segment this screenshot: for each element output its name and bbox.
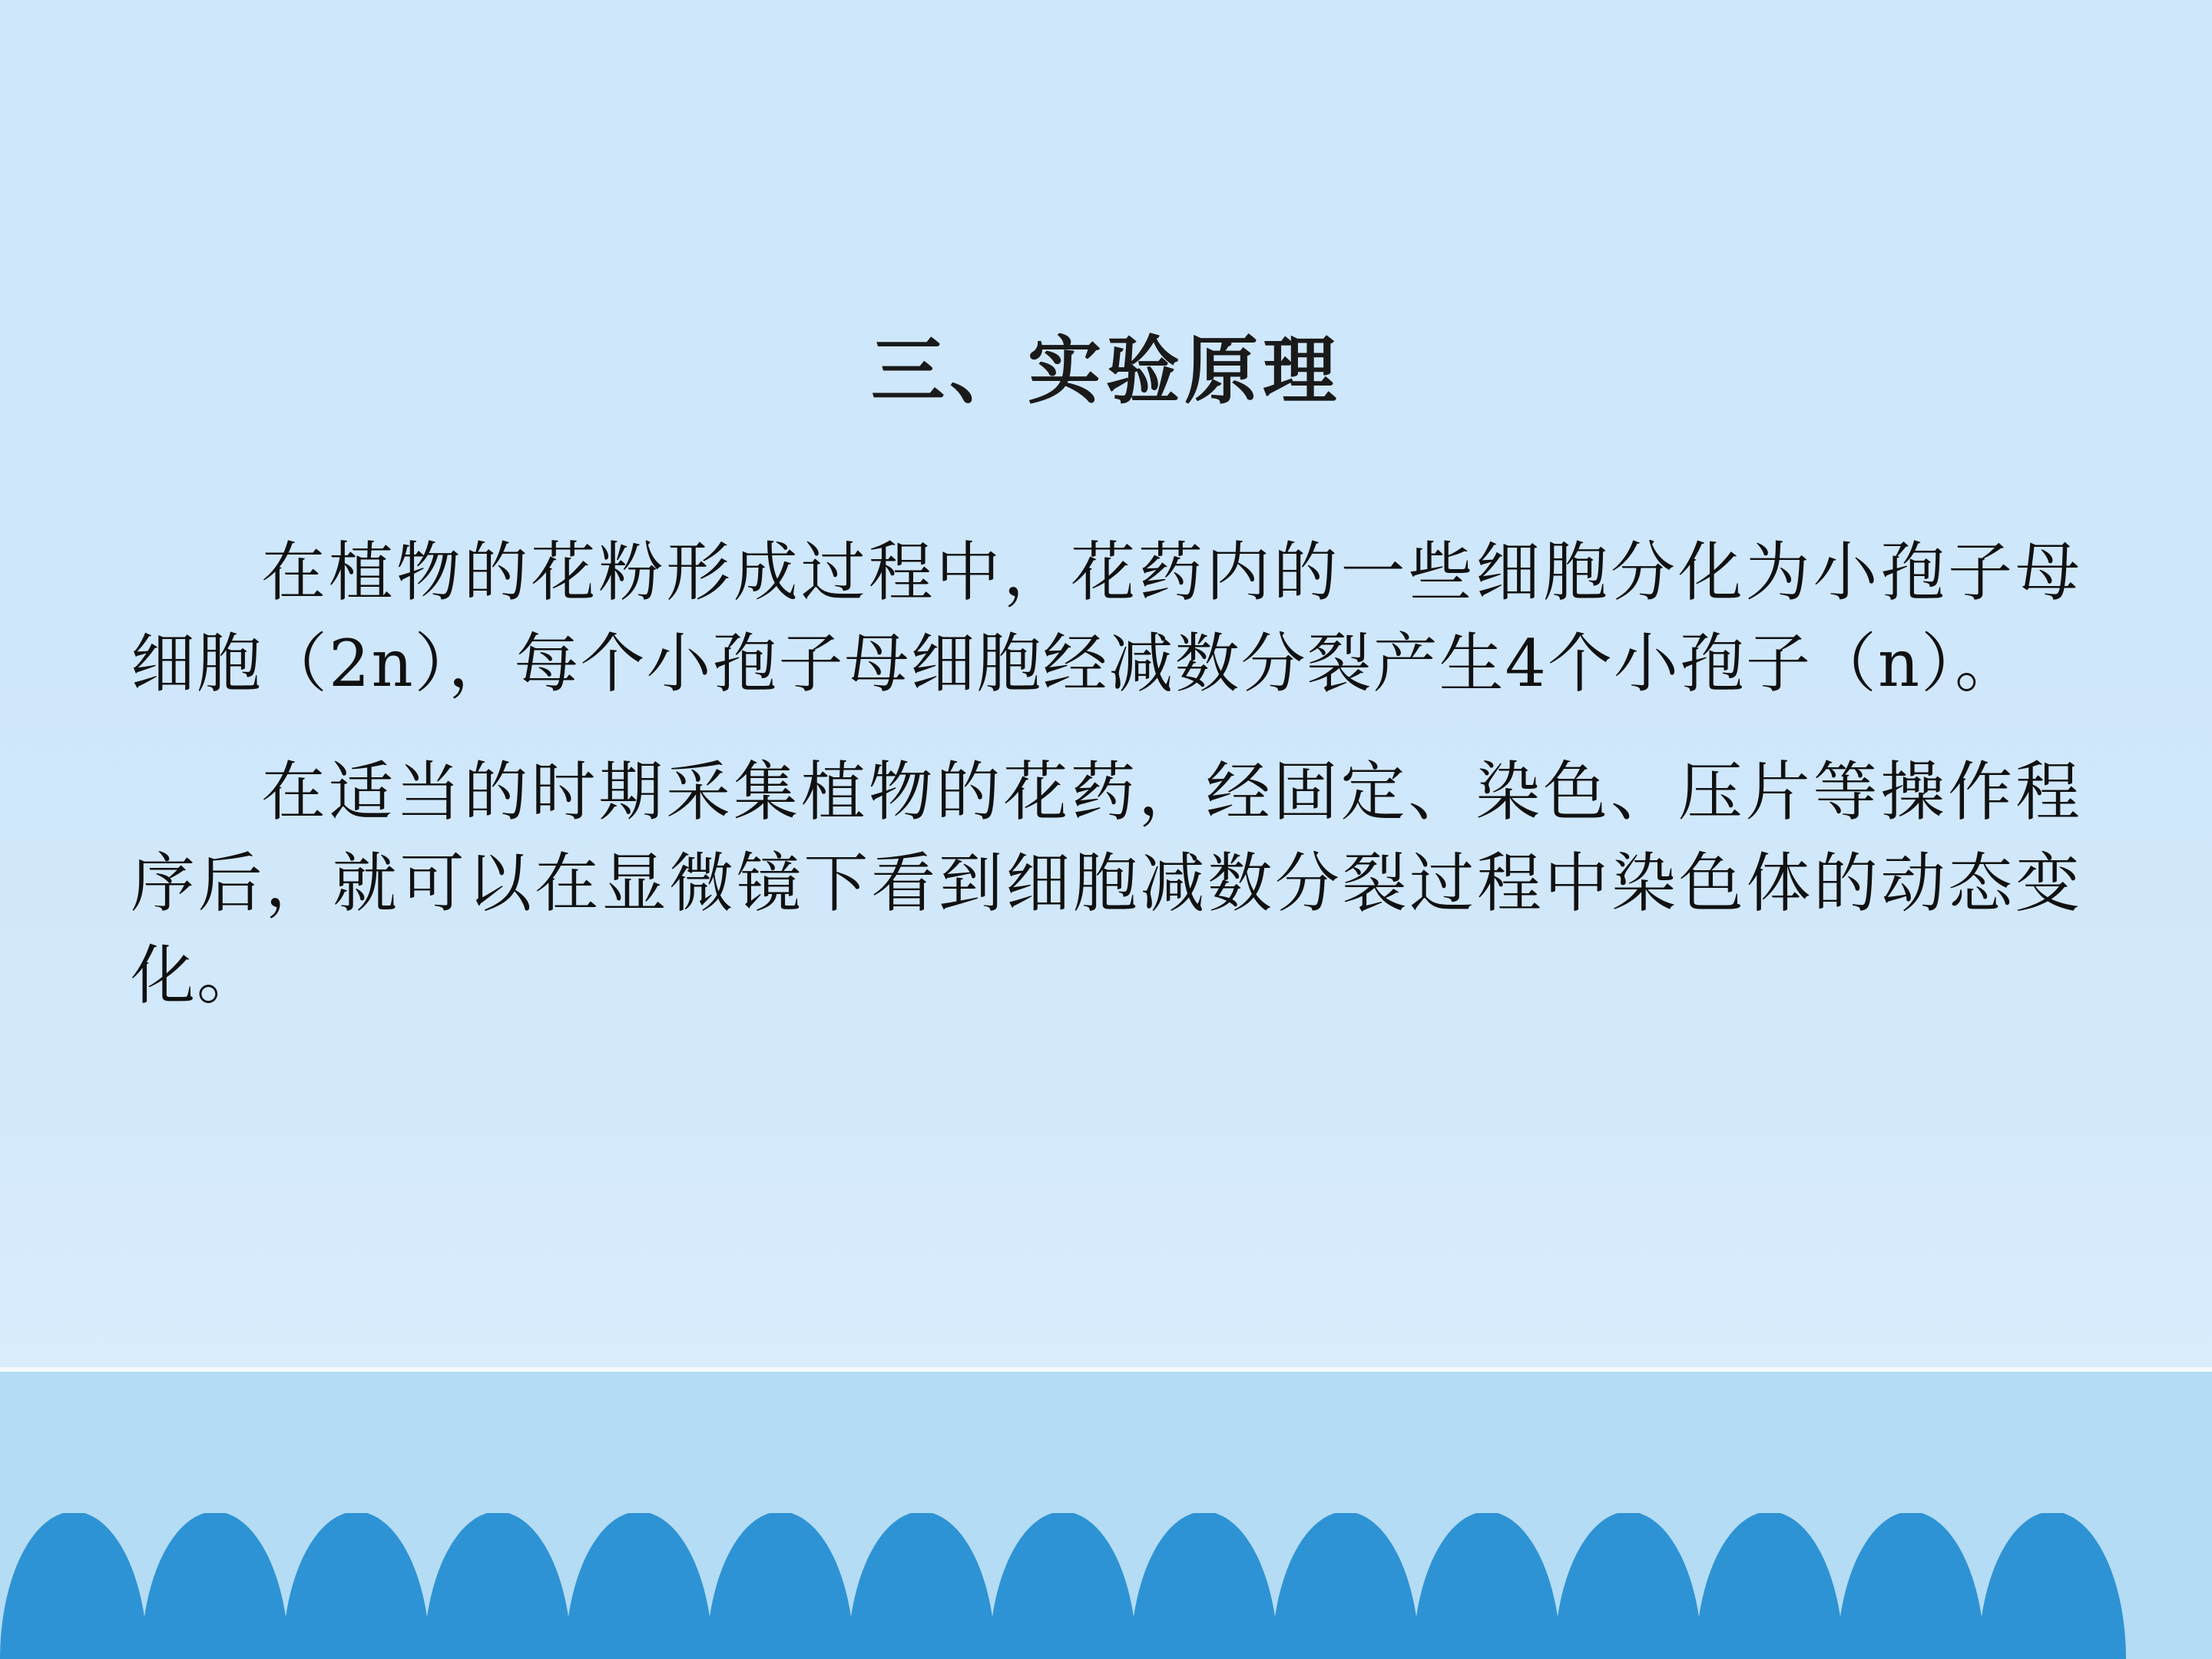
paragraph-1: 在植物的花粉形成过程中，花药内的一些细胞分化为小孢子母细胞（2n），每个小孢子母细胞经减数分裂产生4个小孢子（n）。 [131,534,2081,701]
page-title: 三、实验原理 [871,327,1341,414]
scallop-shape [565,1513,713,1659]
scallop-row [0,1513,2212,1659]
scallop-shape [1979,1513,2126,1659]
scallop-shape [707,1513,854,1659]
scallop-shape [1696,1513,1843,1659]
scallop-shape [989,1513,1137,1659]
scallop-shape [1272,1513,1419,1659]
body-text-block [131,527,2081,1022]
footer-decoration-band [0,1367,2212,1659]
paragraph-2: 在适当的时期采集植物的花药，经固定、染色、压片等操作程序后，就可以在显微镜下看到细胞减数分裂过程中染色体的动态变化。 [131,754,2081,1013]
scallop-shape [0,1513,147,1659]
scallop-shape [1555,1513,1702,1659]
scallop-shape [424,1513,571,1659]
scallop-shape [141,1513,289,1659]
scallop-shape [1131,1513,1278,1659]
scallop-shape [1413,1513,1561,1659]
scallop-shape [283,1513,430,1659]
footer-divider-line [0,1367,2212,1372]
scallop-shape [848,1513,995,1659]
scallop-shape [1837,1513,1985,1659]
